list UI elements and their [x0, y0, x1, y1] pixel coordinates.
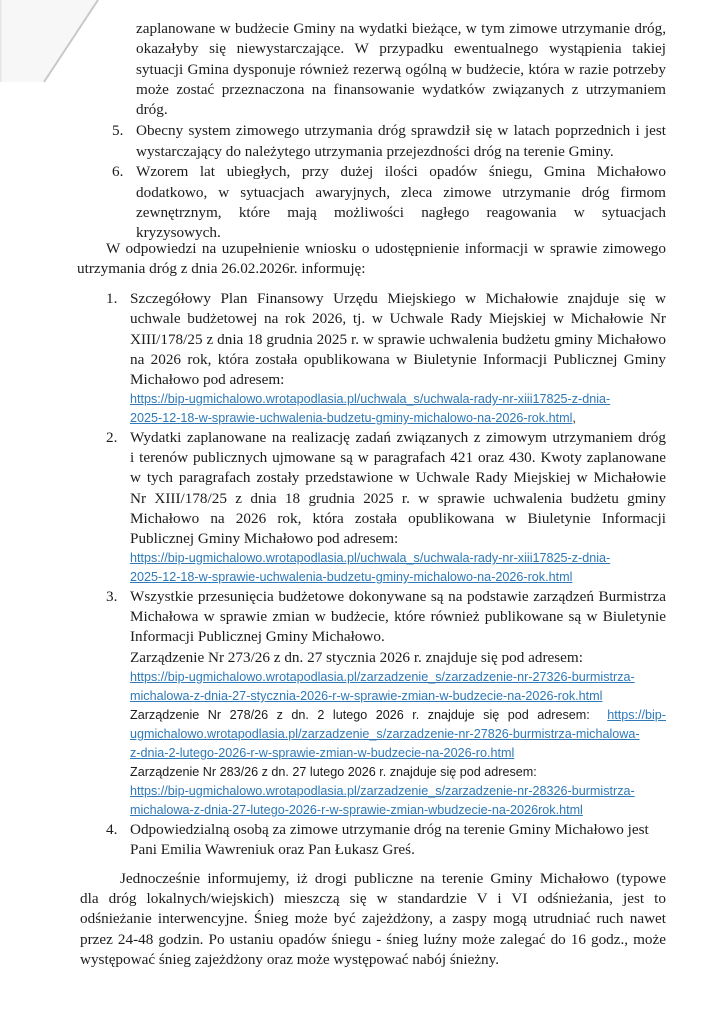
order-283-text: Zarządzenie Nr 283/26 z dn. 27 lutego 2026 r. znajduje się pod adresem: [130, 765, 537, 779]
text-line: sytuacji Gmina dysponuje również rezerwą ogólną w budżecie, która w razie potrzeby [136, 61, 666, 78]
text-line: kryzysowych. [136, 224, 221, 241]
text-line: i terenów publicznych ujmowane są w paragrafach 421 oraz 430. Kwoty zaplanowane [130, 449, 666, 466]
text-line: dodatkowo, w sytuacjach awaryjnych, zleca zimowe utrzymanie dróg firmom [136, 184, 666, 201]
list-number: 5. [112, 122, 124, 139]
trailing-comma: , [572, 411, 576, 425]
text-line: dróg. [136, 101, 168, 118]
text-line: XIII/178/25 z dnia 18 grudnia 2025 r. w sprawie uchwalenia budżetu gminy Michałowo [130, 331, 666, 348]
list-number: 2. [106, 429, 118, 446]
text-line: utrzymania dróg z dnia 26.02.2026r. informuję: [77, 260, 366, 277]
text-line: Wzorem lat ubiegłych, przy dużej ilości opadów śniegu, Gmina Michałowo [136, 163, 666, 180]
text-line: Wszystkie przesunięcia budżetowe dokonywane są na podstawie zarządzeń Burmistrza [130, 588, 666, 605]
text-line: dla dróg lokalnych/wiejskich) mieszczą się w standardzie V i VI odśnieżania, jest to [80, 890, 666, 907]
text-line: w tych paragrafach zostały przedstawione w Uchwale Rady Miejskiej w Michałowie [130, 469, 666, 486]
text-line: uchwale budżetowej na rok 2026, tj. w Uchwale Rady Miejskiej w Michałowie Nr [130, 310, 666, 327]
text-line: okazałyby się niewystarczające. W przypadku ewentualnego wystąpienia takiej [136, 40, 666, 57]
text-line: odśnieżanie interwencyjne. Śnieg może być zajeżdżony, a zaspy mogą utrudniać ruch nawet [80, 910, 666, 927]
list-number: 1. [106, 290, 118, 307]
text-line: występować śnieg zajeżdżony oraz może występować nabój śnieżny. [80, 951, 500, 968]
text-line: może zostać przeznaczona na finansowanie wydatków związanych z utrzymaniem [136, 81, 666, 98]
order-273-link[interactable]: michalowa-z-dnia-27-stycznia-2026-r-w-sprawie-zmian-w-budzecie-na-2026-rok.html [130, 689, 603, 703]
text-line: wystarczający do należytego utrzymania przejezdności dróg na terenie Gminy. [136, 143, 614, 160]
text-line: Nr XIII/178/25 z dnia 18 grudnia 2025 r. w sprawie uchwalenia budżetu gminy [130, 490, 666, 507]
text-line: Michałowo na 2026 rok, która została opublikowana w Biuletynie Informacji [130, 510, 666, 527]
text-line: Obecny system zimowego utrzymania dróg sprawdził się w latach poprzednich i jest [136, 122, 666, 139]
order-278-link[interactable]: https://bip- [607, 708, 666, 722]
order-283-link[interactable]: michalowa-z-dnia-27-lutego-2026-r-w-sprawie-zmian-wbudzecie-na-2026rok.html [130, 803, 583, 817]
order-278-link[interactable]: ugmichalowo.wrotapodlasia.pl/zarzadzenie_s/zarzadzenie-nr-27826-burmistrza-michalowa- [130, 727, 640, 741]
text-line: Zarządzenie Nr 273/26 z dn. 27 stycznia 2026 r. znajduje się pod adresem: [130, 649, 583, 666]
list-number: 6. [112, 163, 124, 180]
text-line: Wydatki zaplanowane na realizację zadań związanych z zimowym utrzymaniem dróg [130, 429, 666, 446]
link-line-wrapper [130, 409, 576, 427]
list-number: 3. [106, 588, 118, 605]
text-line: Michałowa w sprawie zmian w budżecie, które również publikowane są w Biuletynie [130, 608, 666, 625]
budget-resolution-link[interactable]: 2025-12-18-w-sprawie-uchwalenia-budzetu-gminy-michalowo-na-2026-rok.html [130, 570, 573, 584]
budget-resolution-link[interactable]: https://bip-ugmichalowo.wrotapodlasia.pl/uchwala_s/uchwala-rady-nr-xiii17825-z-dnia- [130, 392, 611, 406]
text-line: na 2026 rok, która została opublikowana w Biuletynie Informacji Publicznej Gminy [130, 351, 666, 368]
order-278-line [130, 706, 666, 724]
order-283-link[interactable]: https://bip-ugmichalowo.wrotapodlasia.pl/zarzadzenie_s/zarzadzenie-nr-28326-burmistrza- [130, 784, 635, 798]
text-line: zewnętrznym, które mają możliwości nagłego reagowania w sytuacjach [136, 204, 666, 221]
text-line: przez 24-48 godzin. Po ustaniu opadów śniegu - śnieg luźny może zalegać do 16 godz., może [80, 931, 666, 948]
budget-resolution-link[interactable]: 2025-12-18-w-sprawie-uchwalenia-budzetu-gminy-michalowo-na-2026-rok.html [130, 411, 573, 425]
order-273-link[interactable]: https://bip-ugmichalowo.wrotapodlasia.pl/zarzadzenie_s/zarzadzenie-nr-27326-burmistrza- [130, 670, 635, 684]
text-line: zaplanowane w budżecie Gminy na wydatki bieżące, w tym zimowe utrzymanie dróg, [136, 20, 666, 37]
text-line: Michałowo pod adresem: [130, 371, 285, 388]
text-line: Informacji Publicznej Gminy Michałowo. [130, 628, 385, 645]
order-278-text: Zarządzenie Nr 278/26 z dn. 2 lutego 2026 r. znajduje się pod adresem: [130, 708, 590, 722]
order-278-link[interactable]: z-dnia-2-lutego-2026-r-w-sprawie-zmian-w-budzecie-na-2026-ro.html [130, 746, 515, 760]
text-line: Odpowiedzialną osobą za zimowe utrzymanie dróg na terenie Gminy Michałowo jest [130, 821, 649, 838]
text-line: W odpowiedzi na uzupełnienie wniosku o udostępnienie informacji w sprawie zimowego [106, 240, 666, 257]
text-line: Jednocześnie informujemy, iż drogi publiczne na terenie Gminy Michałowo (typowe [120, 870, 666, 887]
text-line: Publicznej Gminy Michałowo pod adresem: [130, 530, 399, 547]
text-line: Pani Emilia Wawreniuk oraz Pan Łukasz Greś. [130, 841, 415, 858]
text-line: Szczegółowy Plan Finansowy Urzędu Miejskiego w Michałowie znajduje się w [130, 290, 666, 307]
list-number: 4. [106, 821, 118, 838]
budget-resolution-link[interactable]: https://bip-ugmichalowo.wrotapodlasia.pl/uchwala_s/uchwala-rady-nr-xiii17825-z-dnia- [130, 551, 611, 565]
